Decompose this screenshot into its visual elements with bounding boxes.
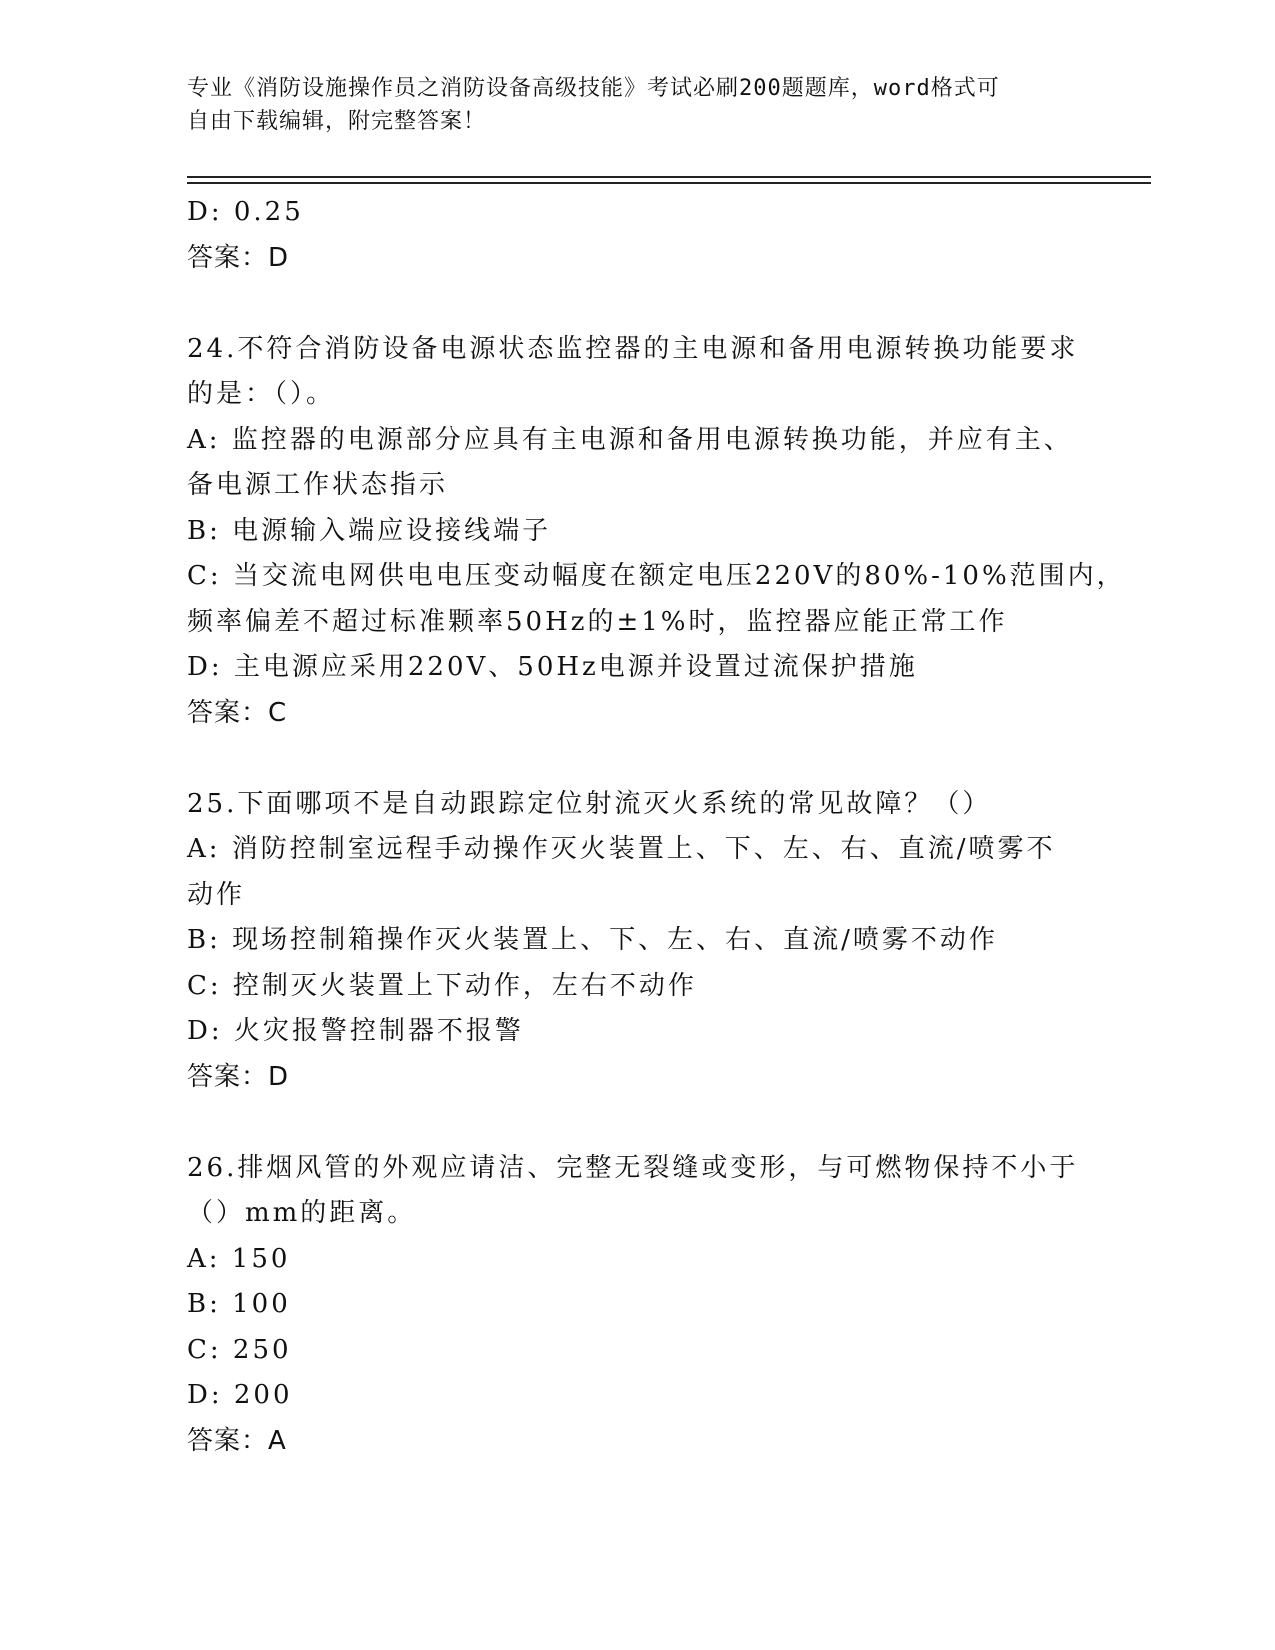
- spacer: [187, 736, 1087, 782]
- option-d: D: 火灾报警控制器不报警: [187, 1016, 524, 1046]
- option-a: A: 监控器的电源部分应具有主电源和备用电源转换功能，并应有主、: [187, 424, 1073, 455]
- header-line-1: 专业《消防设施操作员之消防设备高级技能》考试必刷200题题库，word格式可: [187, 76, 1000, 101]
- option-c-cont: 频率偏差不超过标准颗率50Hz的±1%时，监控器应能正常工作: [187, 606, 1008, 637]
- option-a: A: 消防控制室远程手动操作灭火装置上、下、左、右、直流/喷雾不: [187, 834, 1056, 864]
- option-c: C: 当交流电网供电电压变动幅度在额定电压220V的80%-10%范围内，: [187, 561, 1126, 591]
- spacer: [187, 1100, 1087, 1146]
- option-a-cont: 动作: [187, 879, 246, 910]
- question-stem: 25.下面哪项不是自动跟踪定位射流灭火系统的常见故障？（）: [187, 788, 992, 819]
- spacer: [187, 281, 1087, 327]
- option-d: D: 主电源应采用220V、50Hz电源并设置过流保护措施: [187, 652, 918, 682]
- answer: 答案：D: [187, 242, 290, 273]
- question-25: [187, 782, 1087, 1101]
- answer: 答案：C: [187, 697, 288, 728]
- option-d: D: 200: [187, 1380, 293, 1410]
- option-a-cont: 备电源工作状态指示: [187, 470, 449, 500]
- question-24: [187, 327, 1126, 737]
- question-stem: 24.不符合消防设备电源状态监控器的主电源和备用电源转换功能要求: [187, 333, 1079, 364]
- option-a: A: 150: [187, 1243, 291, 1274]
- option-c: C: 250: [187, 1334, 292, 1365]
- option-b: B: 100: [187, 1289, 291, 1319]
- question-23-tail: [187, 190, 1087, 281]
- option-b: B: 现场控制箱操作灭火装置上、下、左、右、直流/喷雾不动作: [187, 925, 998, 955]
- header-line-2: 自由下载编辑，附完整答案！: [187, 109, 487, 134]
- question-26: [187, 1146, 1087, 1465]
- question-stem: 26.排烟风管的外观应请洁、完整无裂缝或变形，与可燃物保持不小于: [187, 1152, 1079, 1183]
- question-stem-cont: 的是：（）。: [187, 379, 336, 409]
- option-d: D: 0.25: [187, 197, 304, 227]
- question-stem-cont: （）mm的距离。: [187, 1198, 417, 1228]
- document-header: [187, 72, 1087, 138]
- header-rule-bottom: [187, 182, 1151, 184]
- option-c: C: 控制灭火装置上下动作，左右不动作: [187, 970, 697, 1001]
- header-rule-top: [187, 176, 1151, 178]
- document-body: [187, 190, 1126, 1464]
- answer: 答案：A: [187, 1425, 287, 1456]
- option-b: B: 电源输入端应设接线端子: [187, 515, 552, 546]
- answer: 答案：D: [187, 1061, 290, 1092]
